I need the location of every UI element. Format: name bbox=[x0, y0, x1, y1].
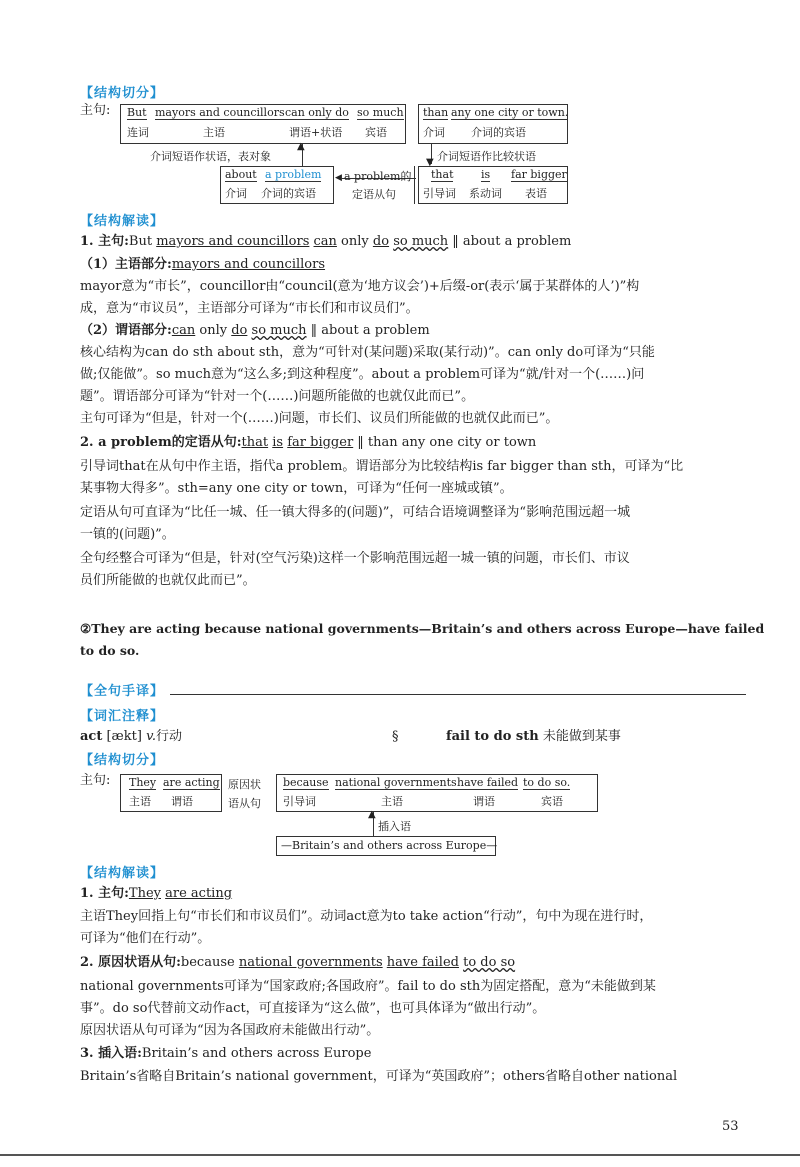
diagram-box-main-1 bbox=[120, 104, 406, 144]
text: ‖ about a problem bbox=[448, 234, 572, 249]
text: only bbox=[195, 323, 232, 338]
analysis-2-attributive bbox=[80, 432, 536, 454]
paragraph: national governments可译为“国家政府;各国政府”。fail to do sth为固定搭配，意为“未能做到某 bbox=[80, 979, 656, 994]
analysis-2-insert bbox=[80, 1043, 371, 1065]
word-that: that bbox=[431, 168, 454, 181]
word-any-city: any one city or town. bbox=[451, 106, 569, 119]
adverbial-label-bot: 语从句 bbox=[228, 797, 261, 810]
text: do bbox=[231, 323, 248, 338]
paragraph: 做;仅能做”。so much意为“这么多;到这种程度”。about a problem可译为“就/针对一个(……)问 bbox=[80, 367, 645, 382]
arrow-down-icon: ▼ bbox=[426, 157, 434, 168]
translate-header: 【全句手译】 bbox=[80, 684, 165, 699]
text: They bbox=[128, 886, 161, 901]
label-intro: 引导词 bbox=[423, 187, 456, 200]
paragraph: 事”。do so代替前文动作act，可直接译为“这么做”，也可具体译为“做出行动”。 bbox=[80, 1001, 546, 1016]
diagram-box-about bbox=[220, 166, 334, 204]
bottom-rule bbox=[0, 1154, 800, 1156]
word-mayors: mayors and councillors bbox=[155, 106, 285, 119]
definition: 行动 bbox=[156, 729, 183, 744]
text: But bbox=[128, 234, 157, 249]
item-num: （1）主语部分: bbox=[80, 257, 172, 272]
adverbial-label-top: 原因状 bbox=[228, 778, 261, 791]
item-num: 3. 插入语: bbox=[80, 1046, 142, 1061]
main-clause-label-1: 主句: bbox=[80, 103, 111, 118]
text: because bbox=[180, 955, 239, 970]
paragraph: 某事物大得多”。sth=any one city or town，可译为“任何一座城或镇”。 bbox=[80, 481, 513, 496]
diagram-box-than bbox=[418, 104, 568, 144]
word-are-acting: are acting bbox=[163, 776, 220, 789]
item-num: 1. 主句: bbox=[80, 886, 129, 901]
vocab-act bbox=[80, 726, 182, 748]
definition: 未能做到某事 bbox=[542, 729, 621, 744]
vocab-word: act bbox=[80, 729, 103, 744]
word-but: But bbox=[127, 106, 147, 119]
insert-box bbox=[276, 836, 496, 856]
attributive-label-bot: 定语从句 bbox=[352, 188, 396, 201]
text: are acting bbox=[165, 886, 233, 901]
section-mark-icon: § bbox=[392, 729, 399, 744]
word-so-much: so much bbox=[357, 106, 404, 119]
analysis-header-1: 【结构解读】 bbox=[80, 214, 165, 229]
item-num: 2. a problem的定语从句: bbox=[80, 435, 242, 450]
page-number: 53 bbox=[722, 1119, 739, 1134]
label-object: 宾语 bbox=[365, 126, 387, 139]
analysis-1-main bbox=[80, 231, 571, 253]
word-is: is bbox=[481, 168, 491, 181]
paragraph: 成，意为“市议员”，主语部分可译为“市长们和市议员们”。 bbox=[80, 301, 419, 316]
analysis-1-subject bbox=[80, 254, 325, 276]
main-clause-label-2: 主句: bbox=[80, 773, 111, 788]
label-prep: 介词 bbox=[423, 126, 445, 139]
label-predicative: 表语 bbox=[525, 187, 547, 200]
arrow-label-right: 介词短语作比较状语 bbox=[437, 150, 536, 163]
word-can-only-do: can only do bbox=[285, 106, 349, 119]
analysis-header-2: 【结构解读】 bbox=[80, 866, 165, 881]
label-subject-3: 主语 bbox=[381, 795, 403, 808]
arrow-left-icon: ◀ bbox=[335, 173, 342, 183]
insert-label: 插入语 bbox=[378, 820, 411, 833]
divider-mid bbox=[414, 166, 415, 204]
paragraph: Britain’s省略自Britain’s national government，可译为“英国政府”；others省略自other national bbox=[80, 1069, 678, 1084]
attributive-label-top: a problem的 bbox=[344, 170, 412, 183]
paragraph: mayor意为“市长”，councillor由“council(意为‘地方议会’)+后缀-or(表示‘属于某群体的人’)”构 bbox=[80, 279, 640, 294]
sentence-2-line2: to do so. bbox=[80, 643, 140, 658]
diagram-box-that bbox=[418, 166, 568, 204]
paragraph: 题”。谓语部分可译为“针对一个(……)问题所能做的也就仅此而已”。 bbox=[80, 389, 475, 404]
insert-arrow-icon: ▲ bbox=[368, 809, 376, 820]
vocab-header: 【词汇注释】 bbox=[80, 709, 165, 724]
label-object-2: 宾语 bbox=[541, 795, 563, 808]
paragraph: 主语They回指上句“市长们和市议员们”。动词act意为to take action“行动”，句中为现在进行时， bbox=[80, 909, 653, 924]
paragraph: 一镇的(问题)”。 bbox=[80, 527, 175, 542]
analysis-1-predicate bbox=[80, 320, 430, 342]
paragraph: 引导词that在从句中作主语，指代a problem。谓语部分为比较结构is far bigger than sth，可译为“比 bbox=[80, 459, 684, 474]
label-conj: 连词 bbox=[127, 126, 149, 139]
label-subject-2: 主语 bbox=[129, 795, 151, 808]
word-than: than bbox=[423, 106, 449, 119]
translation-blank-line bbox=[170, 694, 746, 695]
phonetic: [ækt] bbox=[106, 729, 142, 744]
text: far bigger bbox=[287, 435, 354, 450]
analysis-2-main bbox=[80, 883, 232, 905]
struct-header-2: 【结构切分】 bbox=[80, 753, 165, 768]
struct-header-1: 【结构切分】 bbox=[80, 86, 165, 101]
text: to do so bbox=[463, 955, 516, 970]
paragraph: 核心结构为can do sth about sth，意为“可针对(某问题)采取(某行动)”。can only do可译为“只能 bbox=[80, 345, 655, 360]
text: that bbox=[241, 435, 269, 450]
word-a-problem: a problem bbox=[265, 168, 322, 181]
item-num: 2. 原因状语从句: bbox=[80, 955, 181, 970]
word-about: about bbox=[225, 168, 257, 181]
label-predicate-3: 谓语 bbox=[473, 795, 495, 808]
diagram-box-main-2 bbox=[120, 774, 222, 812]
text: have failed bbox=[386, 955, 459, 970]
part-of-speech: v. bbox=[146, 729, 157, 744]
text: mayors and councillors bbox=[171, 257, 326, 272]
arrow-label-left: 介词短语作状语，表对象 bbox=[150, 150, 271, 163]
label-linking-verb: 系动词 bbox=[469, 187, 502, 200]
text: so much bbox=[393, 234, 449, 249]
label-intro-2: 引导词 bbox=[283, 795, 316, 808]
word-have-failed: have failed bbox=[457, 776, 519, 789]
word-because: because bbox=[283, 776, 329, 789]
vocab-word: fail to do sth bbox=[446, 729, 539, 744]
text: only bbox=[336, 234, 373, 249]
text: ‖ about a problem bbox=[306, 323, 430, 338]
label-prep-obj-2: 介词的宾语 bbox=[261, 187, 316, 200]
sentence-2-line1: ②They are acting because national governments—Britain’s and others across Europe—have failed bbox=[80, 621, 765, 636]
text: mayors and councillors bbox=[156, 234, 310, 249]
text: is bbox=[272, 435, 284, 450]
label-predicate-2: 谓语 bbox=[171, 795, 193, 808]
text: can bbox=[171, 323, 196, 338]
text: can bbox=[313, 234, 337, 249]
paragraph: 定语从句可直译为“比任一城、任一镇大得多的(问题)”，可结合语境调整译为“影响范围远超一城 bbox=[80, 505, 631, 520]
paragraph: 员们所能做的也就仅此而已”。 bbox=[80, 573, 256, 588]
word-far-bigger: far bigger bbox=[511, 168, 567, 181]
vocab-fail-to-do bbox=[446, 726, 621, 748]
paragraph: 可译为“他们在行动”。 bbox=[80, 931, 211, 946]
diagram-box-because bbox=[276, 774, 598, 812]
text: ‖ than any one city or town bbox=[353, 435, 537, 450]
paragraph: 主句可译为“但是，针对一个(……)问题，市长们、议员们所能做的也就仅此而已”。 bbox=[80, 411, 559, 426]
label-subject: 主语 bbox=[203, 126, 225, 139]
text: so much bbox=[251, 323, 307, 338]
text: Britain’s and others across Europe bbox=[141, 1046, 372, 1061]
word-to-do-so: to do so. bbox=[523, 776, 571, 789]
paragraph: 原因状语从句可译为“因为各国政府未能做出行动”。 bbox=[80, 1023, 380, 1038]
insert-text: —Britain’s and others across Europe— bbox=[281, 839, 498, 852]
text: do bbox=[372, 234, 390, 249]
label-prep-obj: 介词的宾语 bbox=[471, 126, 526, 139]
label-prep-2: 介词 bbox=[225, 187, 247, 200]
item-num: （2）谓语部分: bbox=[80, 323, 172, 338]
word-they: They bbox=[129, 776, 157, 789]
analysis-2-reason bbox=[80, 952, 515, 974]
label-predicate: 谓语+状语 bbox=[289, 126, 343, 139]
item-num: 1. 主句: bbox=[80, 234, 129, 249]
paragraph: 全句经整合可译为“但是，针对(空气污染)这样一个影响范围远超一城一镇的问题，市长们、市议 bbox=[80, 551, 630, 566]
text: national governments bbox=[238, 955, 383, 970]
word-national-governments: national governments bbox=[335, 776, 457, 789]
arrow-up-icon: ▲ bbox=[297, 141, 305, 152]
